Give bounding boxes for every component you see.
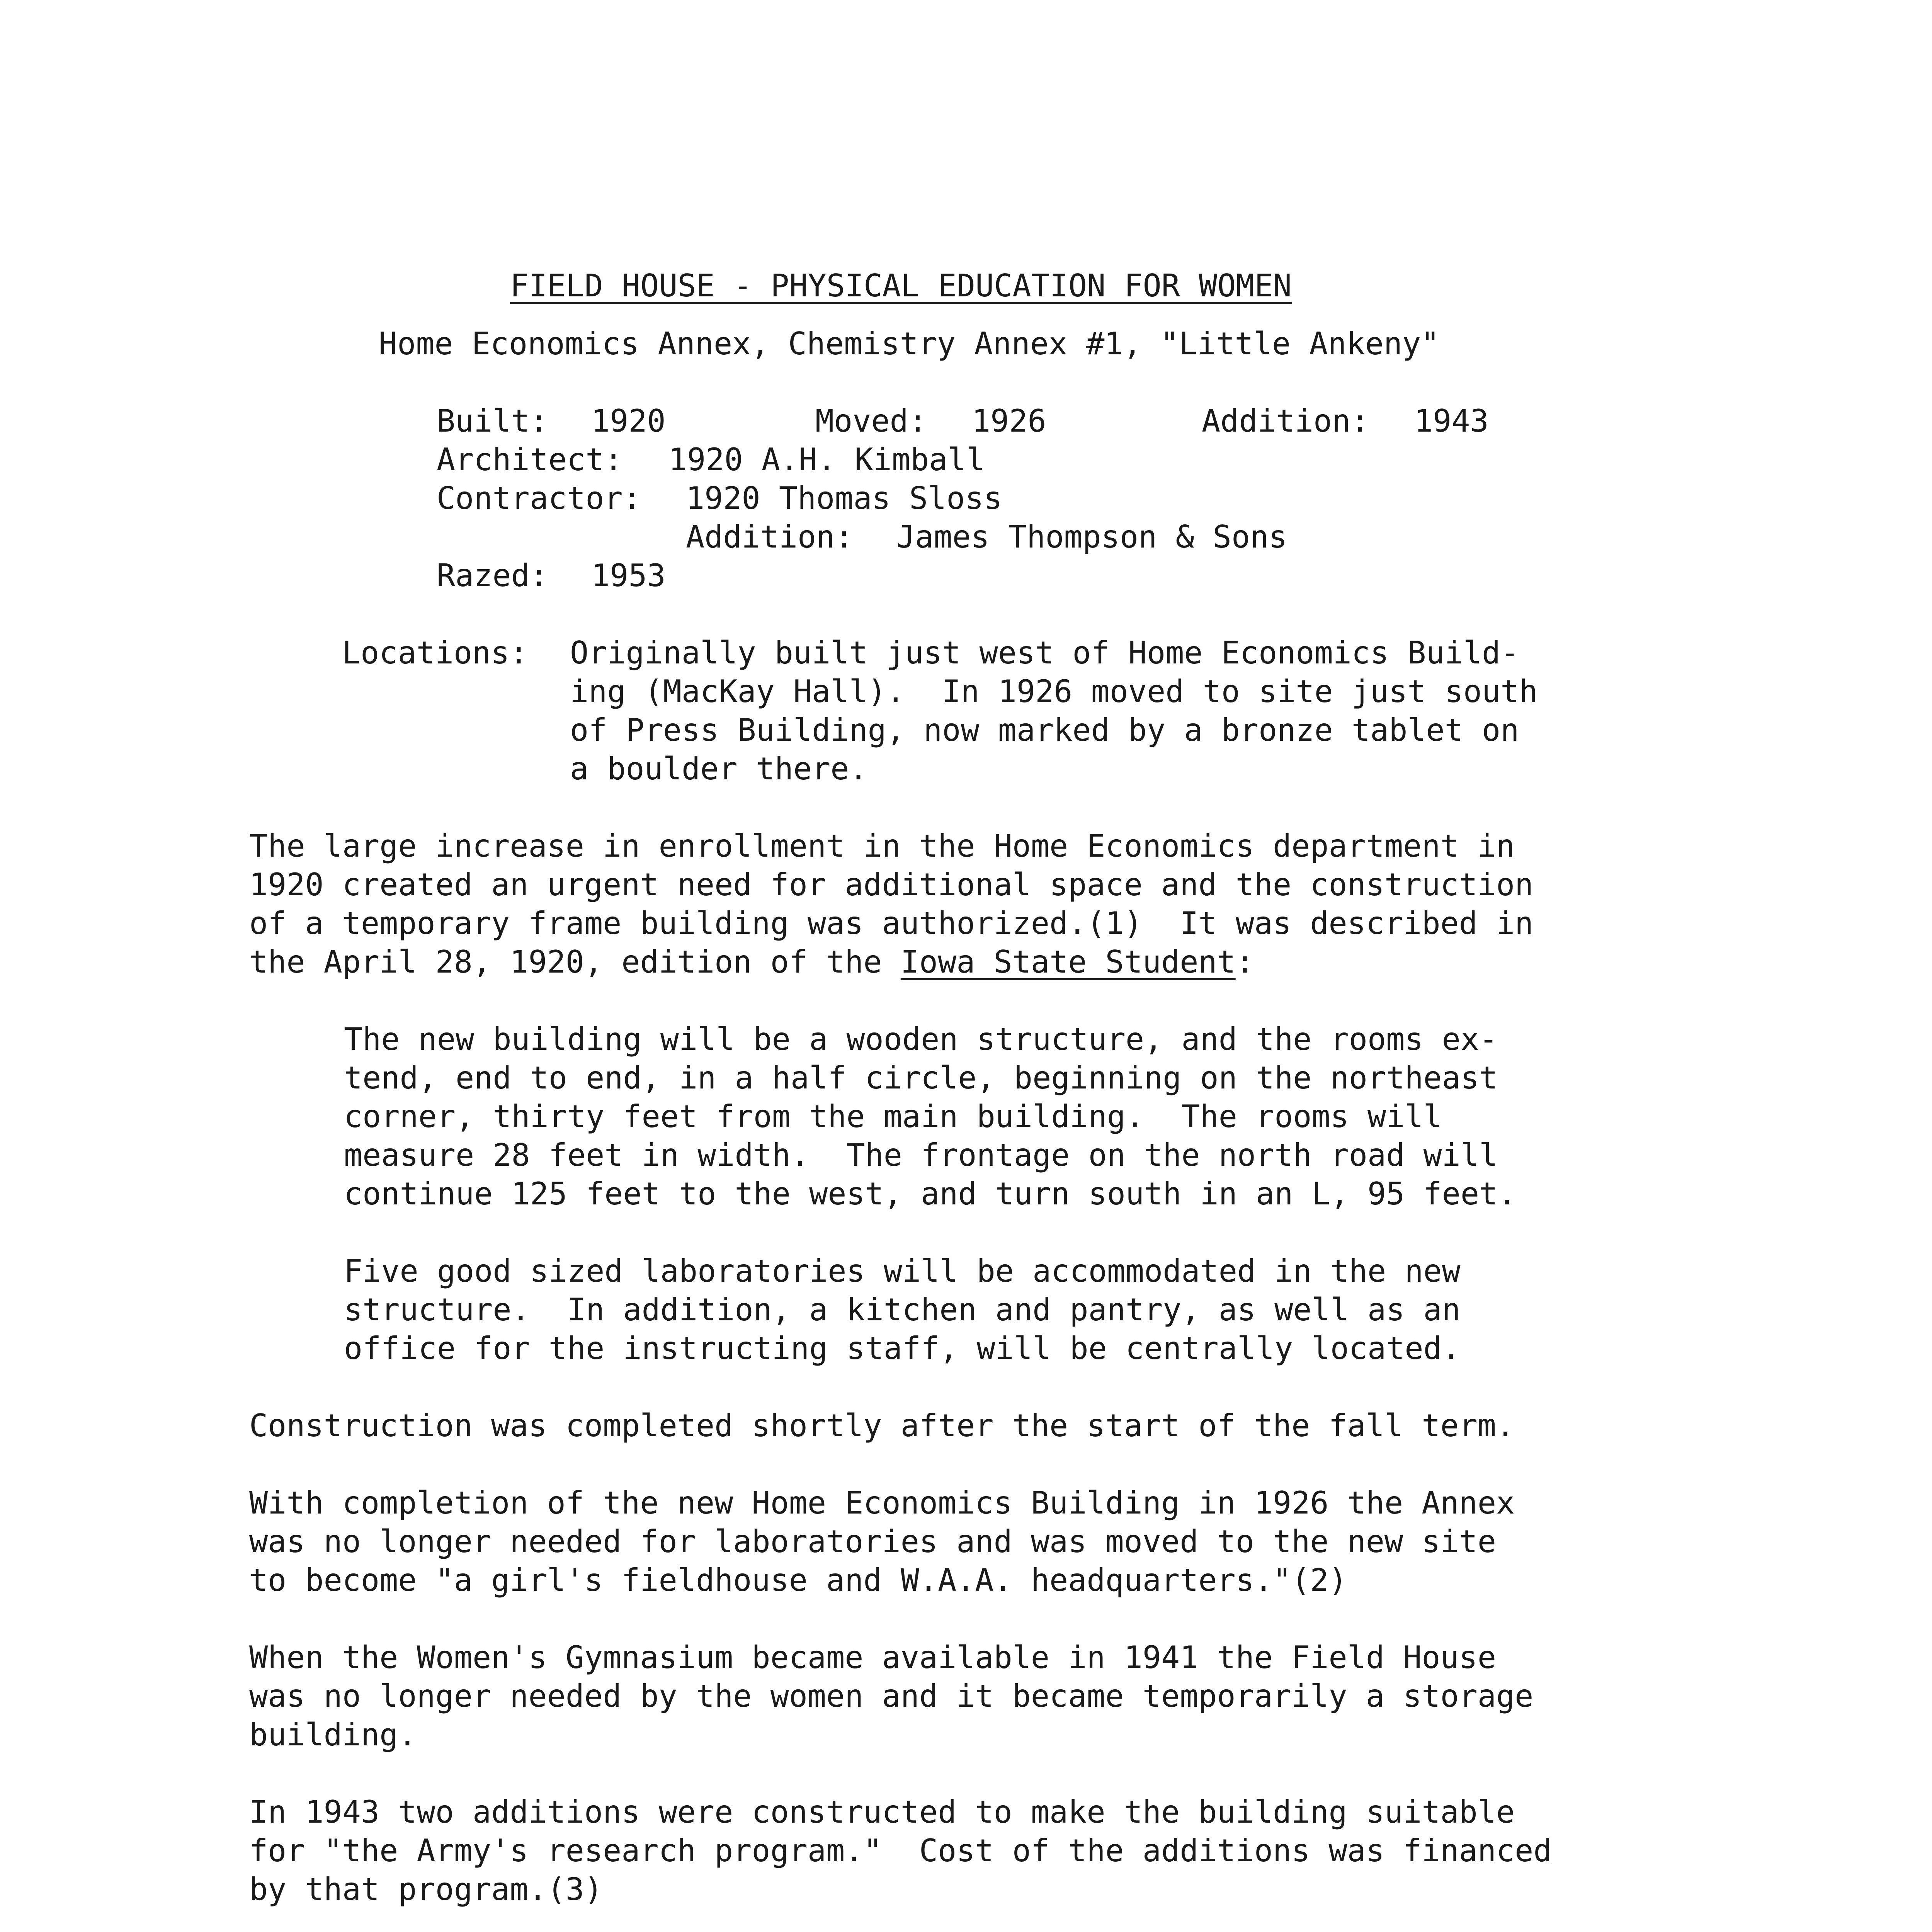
- quote-line: measure 28 feet in width. The frontage on the north road will: [344, 1137, 1498, 1173]
- construction-paragraph: Construction was completed shortly after the start of the fall term.: [249, 1408, 1515, 1444]
- moved-value: 1926: [972, 403, 1046, 439]
- quote-line: office for the instructing staff, will be centrally located.: [344, 1330, 1461, 1366]
- moved-line: was no longer needed for laboratories and was moved to the new site: [249, 1524, 1496, 1560]
- intro-line: of a temporary frame building was authorized.(1) It was described in: [249, 905, 1534, 941]
- quote-line: tend, end to end, in a half circle, beginning on the northeast: [344, 1060, 1498, 1096]
- additions-line: for "the Army's research program." Cost of the additions was financed: [249, 1833, 1552, 1869]
- razed-value: 1953: [591, 558, 666, 594]
- quote-line: Five good sized laboratories will be accommodated in the new: [344, 1253, 1461, 1289]
- locations-line: of Press Building, now marked by a bronze tablet on: [570, 712, 1519, 748]
- page-title: FIELD HOUSE - PHYSICAL EDUCATION FOR WOMEN: [510, 268, 1292, 304]
- page-subtitle: Home Economics Annex, Chemistry Annex #1, "Little Ankeny": [379, 326, 1440, 362]
- architect-label: Architect:: [437, 442, 623, 478]
- contractor-addition-label: Addition:: [686, 519, 854, 555]
- contractor-label: Contractor:: [437, 480, 641, 516]
- architect-value: 1920 A.H. Kimball: [668, 442, 985, 478]
- intro-line-colon: :: [1235, 944, 1254, 980]
- built-label: Built:: [437, 403, 548, 439]
- intro-line: 1920 created an urgent need for additional space and the construction: [249, 867, 1534, 903]
- source-title: Iowa State Student: [900, 944, 1236, 980]
- gym-line: When the Women's Gymnasium became available in 1941 the Field House: [249, 1639, 1496, 1675]
- locations-line: ing (MacKay Hall). In 1926 moved to site just south: [570, 673, 1538, 709]
- locations-label: Locations:: [342, 635, 528, 671]
- moved-line: to become "a girl's fieldhouse and W.A.A. headquarters."(2): [249, 1562, 1347, 1598]
- quote-line: The new building will be a wooden structure, and the rooms ex-: [344, 1021, 1498, 1057]
- built-value: 1920: [591, 403, 666, 439]
- locations-line: a boulder there.: [570, 751, 868, 787]
- contractor-addition-value: James Thompson & Sons: [896, 519, 1287, 555]
- intro-line: [249, 943, 1254, 981]
- quote-line: continue 125 feet to the west, and turn south in an L, 95 feet.: [344, 1176, 1517, 1212]
- addition-value: 1943: [1414, 403, 1489, 439]
- moved-label: Moved:: [815, 403, 927, 439]
- contractor-value: 1920 Thomas Sloss: [686, 480, 1002, 516]
- gym-line: building.: [249, 1717, 417, 1753]
- locations-line: Originally built just west of Home Economics Build-: [570, 635, 1519, 671]
- gym-line: was no longer needed by the women and it became temporarily a storage: [249, 1678, 1534, 1714]
- quote-line: structure. In addition, a kitchen and pantry, as well as an: [344, 1292, 1461, 1328]
- addition-label: Addition:: [1202, 403, 1369, 439]
- intro-line-text: the April 28, 1920, edition of the: [249, 944, 901, 980]
- quote-line: corner, thirty feet from the main building. The rooms will: [344, 1099, 1442, 1134]
- additions-line: In 1943 two additions were constructed to make the building suitable: [249, 1794, 1515, 1830]
- razed-label: Razed:: [437, 558, 548, 594]
- intro-line: The large increase in enrollment in the Home Economics department in: [249, 828, 1515, 864]
- moved-line: With completion of the new Home Economics Building in 1926 the Annex: [249, 1485, 1515, 1521]
- additions-line: by that program.(3): [249, 1871, 603, 1907]
